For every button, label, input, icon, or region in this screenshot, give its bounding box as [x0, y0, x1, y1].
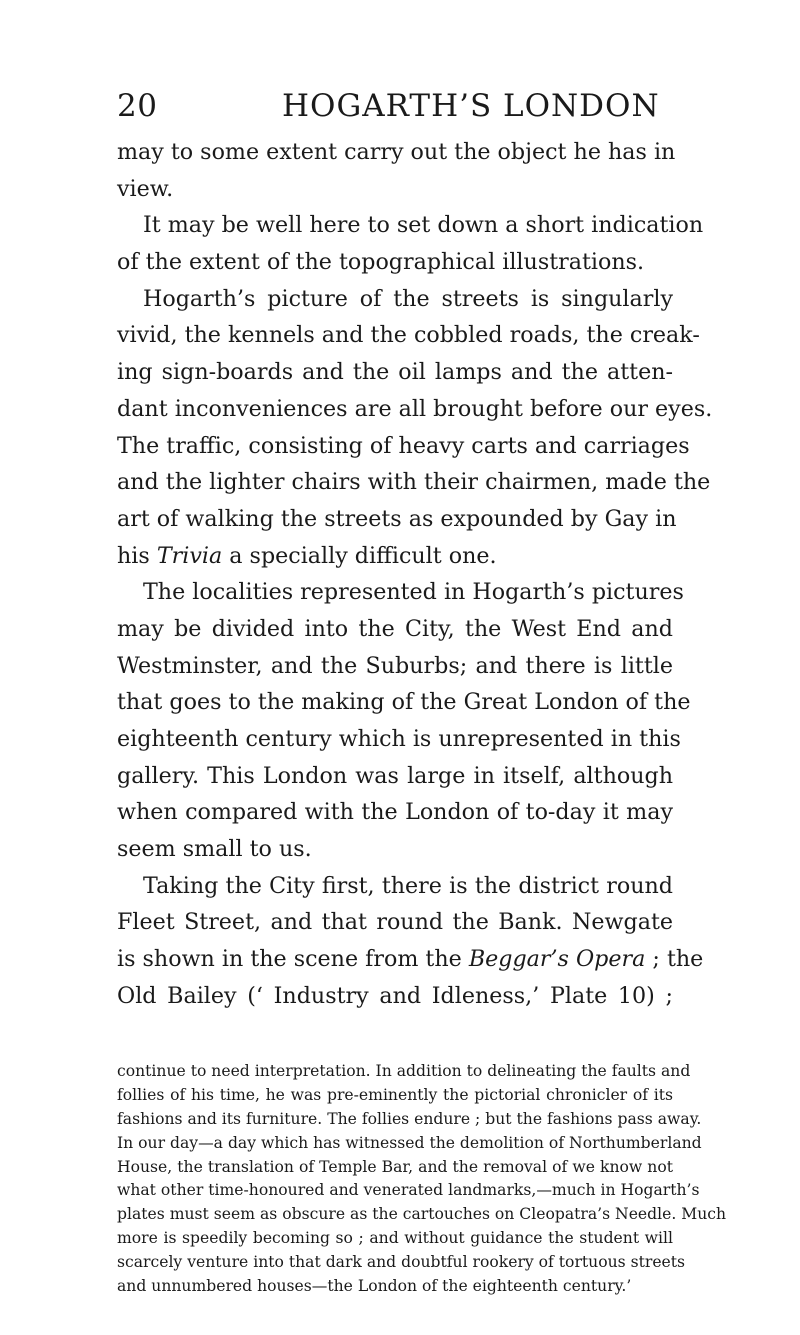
- text-line: It may be well here to set down a short indication: [143, 212, 704, 239]
- text-segment: his: [117, 542, 150, 569]
- footnote-line: what other time-honoured and venerated landmarks,—much in Hogarth’s: [117, 1181, 700, 1200]
- text-segment: ; the: [652, 946, 704, 973]
- text-line: gallery. This London was large in itself, although: [117, 762, 673, 789]
- text-line: may be divided into the City, the West End and: [117, 615, 673, 642]
- text-line: Westminster, and the Suburbs; and there is little: [117, 652, 673, 679]
- text-line: when compared with the London of to-day it may: [117, 799, 673, 826]
- main-text: [117, 134, 713, 1015]
- text-line: The localities represented in Hogarth’s pictures: [143, 579, 684, 606]
- text-line: may to some extent carry out the object he has in: [117, 139, 676, 165]
- text-line: Taking the City first, there is the district round: [143, 872, 673, 899]
- footnote-line: and unnumbered houses—the London of the eighteenth century.’: [117, 1277, 632, 1296]
- text-line: The traffic, consisting of heavy carts and carriages: [117, 432, 690, 459]
- footnote-line: continue to need interpretation. In addition to delineating the faults and: [117, 1062, 691, 1080]
- footnote-line: House, the translation of Temple Bar, and the removal of we know not: [117, 1157, 673, 1176]
- footnote-line: plates must seem as obscure as the cartouches on Cleopatra’s Needle. Much: [117, 1205, 727, 1224]
- text-line: seem small to us.: [117, 836, 312, 863]
- text-line: and the lighter chairs with their chairmen, made the: [117, 469, 711, 496]
- title-italic: Beggar’s Opera: [468, 946, 646, 973]
- text-line: [117, 941, 704, 978]
- footnote-line: fashions and its furniture. The follies endure ; but the fashions pass away.: [117, 1109, 702, 1128]
- text-line: vivid, the kennels and the cobbled roads, the creak-: [117, 322, 700, 349]
- page-number: 20: [117, 88, 158, 124]
- text-line: Old Bailey (‘ Industry and Idleness,’ Plate 10) ;: [117, 982, 673, 1009]
- text-line: eighteenth century which is unrepresented in this: [117, 726, 681, 752]
- footnote-line: scarcely venture into that dark and doubtful rookery of tortuous streets: [117, 1253, 686, 1272]
- text-line: Fleet Street, and that round the Bank. Newgate: [117, 909, 673, 936]
- title-italic: Trivia: [156, 542, 223, 569]
- text-line: art of walking the streets as expounded by Gay in: [117, 505, 677, 532]
- text-line: of the extent of the topographical illustrations.: [117, 249, 645, 276]
- text-line: [117, 538, 673, 575]
- text-line: view.: [117, 175, 174, 202]
- footnote-line: follies of his time, he was pre-eminently the pictorial chronicler of its: [117, 1085, 673, 1104]
- text-segment: is shown in the scene from the: [117, 946, 462, 973]
- footnote-line: more is speedily becoming so ; and without guidance the student will: [117, 1229, 673, 1248]
- page-header: [117, 83, 672, 129]
- footnote: [117, 1060, 727, 1299]
- text-segment: a specially difficult one.: [229, 542, 497, 569]
- text-line: ing sign-boards and the oil lamps and the atten-: [117, 359, 673, 386]
- text-line: that goes to the making of the Great London of the: [117, 689, 691, 716]
- text-line: dant inconveniences are all brought before our eyes.: [117, 395, 713, 422]
- footnote-line: In our day—a day which has witnessed the demolition of Northumberland: [117, 1133, 702, 1152]
- running-title: HOGARTH’S LONDON: [282, 88, 660, 124]
- text-line: Hogarth’s picture of the streets is singularly: [143, 285, 673, 312]
